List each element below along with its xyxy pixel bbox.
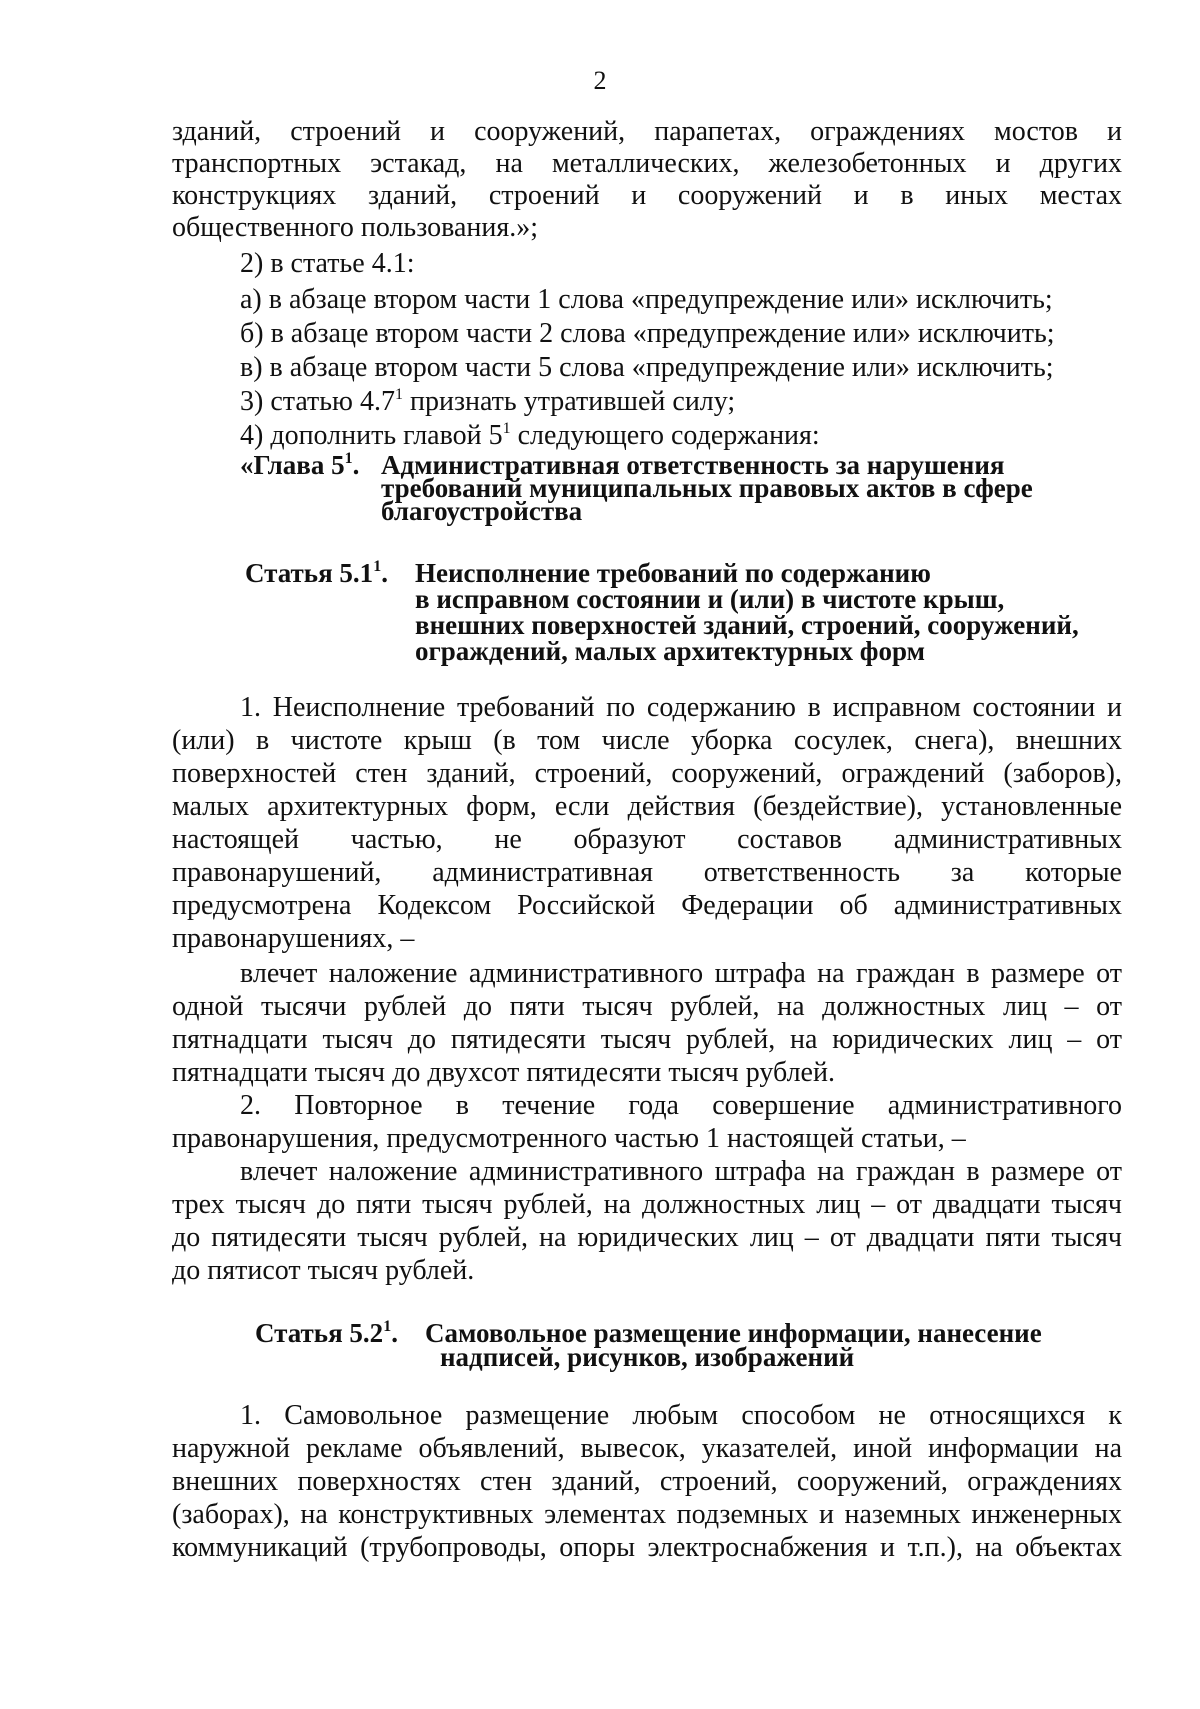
intro-line: конструкциях зданий, строений и сооружений и в иных местах [172, 180, 1122, 211]
article-text: настоящей частью, не образуют составов административных [172, 824, 1122, 855]
article-text: (или) в чистоте крыш (в том числе уборка сосулек, снега), внешних [172, 725, 1122, 756]
article-text: трех тысяч до пяти тысяч рублей, на должностных лиц – от двадцати тысяч [172, 1189, 1122, 1220]
intro-line: зданий, строений и сооружений, парапетах, ограждениях мостов и [172, 116, 1122, 147]
article-text: поверхностей стен зданий, строений, сооружений, ограждений (заборов), [172, 758, 1122, 789]
article-label: Статья $5.1^1$. [245, 557, 388, 588]
article-text: пятнадцати тысяч до пятидесяти тысяч рублей, на юридических лиц – от [172, 1024, 1122, 1055]
article-title: внешних поверхностей зданий, строений, сооружений, [415, 610, 1079, 640]
item-2: 2) в статье 4.1: [240, 248, 415, 279]
article-text: влечет наложение административного штрафа на граждан в размере от [240, 958, 1122, 989]
article-text: 1. Неисполнение требований по содержанию в исправном состоянии и [240, 692, 1122, 723]
item-4: 4) дополнить главой $5^1$ следующего содержания: [240, 419, 820, 451]
article-text: правонарушения, предусмотренного частью 1 настоящей статьи, – [172, 1123, 966, 1154]
chapter-title: требований муниципальных правовых актов в сфере [381, 473, 1033, 503]
item-3: 3) статью $4.7^1$ признать утратившей силу; [240, 385, 736, 417]
chapter-title: благоустройства [381, 496, 583, 526]
intro-line: транспортных эстакад, на металлических, железобетонных и других [172, 148, 1122, 179]
article-text: правонарушений, административная ответственность за которые [172, 857, 1122, 888]
article-title: Самовольное размещение информации, нанесение [425, 1318, 1042, 1348]
article-title: ограждений, малых архитектурных форм [415, 636, 925, 666]
article-text: 2. Повторное в течение года совершение административного [240, 1090, 1122, 1121]
article-title: Неисполнение требований по содержанию [415, 558, 931, 588]
article-text: (заборах), на конструктивных элементах подземных и наземных инженерных [172, 1499, 1122, 1530]
page-number: 2 [593, 66, 607, 95]
item-b: б) в абзаце втором части 2 слова «предупреждение или» исключить; [240, 318, 1055, 349]
item-a: а) в абзаце втором части 1 слова «предупреждение или» исключить; [240, 284, 1053, 315]
article-text: одной тысячи рублей до пяти тысяч рублей, на должностных лиц – от [172, 991, 1122, 1022]
article-text: пятнадцати тысяч до двухсот пятидесяти тысяч рублей. [172, 1057, 835, 1088]
article-text: предусмотрена Кодексом Российской Федерации об административных [172, 890, 1122, 921]
chapter-title: Административная ответственность за нарушения [381, 450, 1005, 480]
chapter-label: «Глава $5^1$. [240, 449, 360, 480]
article-text: влечет наложение административного штрафа на граждан в размере от [240, 1156, 1122, 1187]
article-text: малых архитектурных форм, если действия (бездействие), установленные [172, 791, 1122, 822]
article-title: надписей, рисунков, изображений [440, 1342, 855, 1372]
intro-line: общественного пользования.»; [172, 212, 538, 243]
article-text: 1. Самовольное размещение любым способом не относящихся к [240, 1400, 1122, 1431]
article-label: Статья $5.2^1$. [255, 1317, 398, 1348]
item-v: в) в абзаце втором части 5 слова «предупреждение или» исключить; [240, 352, 1054, 383]
article-text: внешних поверхностях стен зданий, строений, сооружений, ограждениях [172, 1466, 1122, 1497]
article-text: до пятидесяти тысяч рублей, на юридических лиц – от двадцати пяти тысяч [172, 1222, 1122, 1253]
article-text: до пятисот тысяч рублей. [172, 1255, 475, 1286]
article-title: в исправном состоянии и (или) в чистоте крыш, [415, 584, 1005, 614]
article-text: наружной рекламе объявлений, вывесок, указателей, иной информации на [172, 1433, 1122, 1464]
article-text: коммуникаций (трубопроводы, опоры электроснабжения и т.п.), на объектах [172, 1532, 1122, 1563]
article-text: правонарушениях, – [172, 923, 415, 954]
